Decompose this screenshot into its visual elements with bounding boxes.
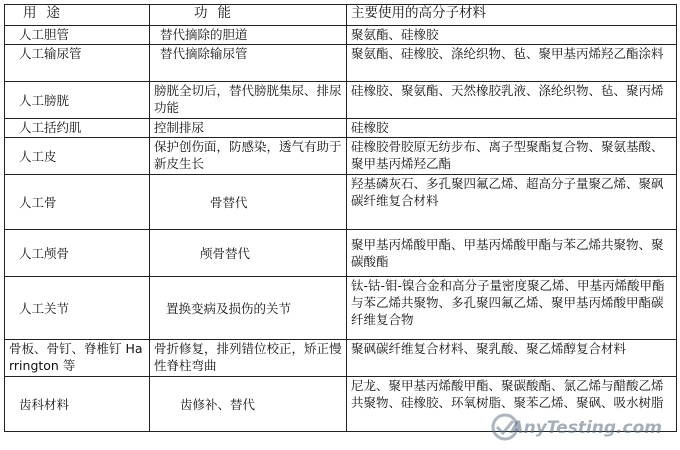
materials-cell: 聚砜碳纤维复合材料、聚乳酸、聚乙烯醇复合材料 [347, 340, 677, 377]
materials-cell: 聚甲基丙烯酸甲酯、甲基丙烯酸甲酯与苯乙烯共聚物、聚碳酸酯 [347, 230, 677, 277]
table-row [5, 82, 677, 119]
function-cell: 齿修补、替代 [150, 377, 347, 432]
table-row [5, 340, 677, 377]
header-use: 用途 [5, 5, 150, 26]
watermark [472, 406, 672, 446]
materials-cell: 硅橡胶、聚氨酯、天然橡胶乳液、涤纶织物、毡、聚丙烯 [347, 82, 677, 119]
function-cell: 骨替代 [150, 175, 347, 230]
table-row [5, 277, 677, 340]
use-cell: 人工皮 [5, 138, 150, 175]
table-row [5, 45, 677, 82]
materials-cell: 聚氨酯、硅橡胶 [347, 26, 677, 45]
table-row [5, 26, 677, 45]
function-cell: 置换变病及损伤的关节 [150, 277, 347, 340]
function-cell: 替代摘除输尿管 [150, 45, 347, 82]
table-row [5, 138, 677, 175]
materials-cell: 羟基磷灰石、多孔聚四氟乙烯、超高分子量聚乙烯、聚砜碳纤维复合材料 [347, 175, 677, 230]
materials-cell: 钛-钴-钼-镍合金和高分子量密度聚乙烯、甲基丙烯酸甲酯与苯乙烯共聚物、多孔聚四氟乙烯、聚甲基丙烯酸甲酯碳纤维复合物 [347, 277, 677, 340]
table-row [5, 175, 677, 230]
use-cell: 人工输尿管 [5, 45, 150, 82]
use-cell: 齿科材料 [5, 377, 150, 432]
use-cell: 人工关节 [5, 277, 150, 340]
materials-table [4, 4, 677, 432]
header-function: 功能 [150, 5, 347, 26]
materials-cell: 尼龙、聚甲基丙烯酸甲酯、聚碳酸酯、氯乙烯与醋酸乙烯共聚物、硅橡胶、环氧树脂、聚苯乙烯、聚砜、吸水树脂 [347, 377, 677, 432]
function-cell: 替代摘除的胆道 [150, 26, 347, 45]
function-cell: 膀胱全切后，替代膀胱集尿、排尿功能 [150, 82, 347, 119]
header-row [5, 5, 677, 26]
function-cell: 骨折修复，排列错位校正，矫正慢性脊柱弯曲 [150, 340, 347, 377]
header-materials: 主要使用的高分子材料 [347, 5, 677, 26]
function-cell: 颅骨替代 [150, 230, 347, 277]
function-cell: 保护创伤面，防感染，透气有助于新皮生长 [150, 138, 347, 175]
table-row [5, 119, 677, 138]
use-cell: 人工颅骨 [5, 230, 150, 277]
materials-cell: 硅橡胶骨胶原无纺步布、离子型聚酯复合物、聚氨基酸、聚甲基丙烯羟乙酯 [347, 138, 677, 175]
use-cell: 人工胆管 [5, 26, 150, 45]
use-cell: 人工膀胱 [5, 82, 150, 119]
function-cell: 控制排尿 [150, 119, 347, 138]
use-cell: 骨板、骨钉、脊椎钉 Harrington 等 [5, 340, 150, 377]
table-row [5, 230, 677, 277]
use-cell: 人工括约肌 [5, 119, 150, 138]
materials-cell: 硅橡胶 [347, 119, 677, 138]
watermark-text: AnyTesting.com [510, 418, 662, 438]
use-cell: 人工骨 [5, 175, 150, 230]
materials-cell: 聚氨酯、硅橡胶、涤纶织物、毡、聚甲基丙烯羟乙酯涂料 [347, 45, 677, 82]
